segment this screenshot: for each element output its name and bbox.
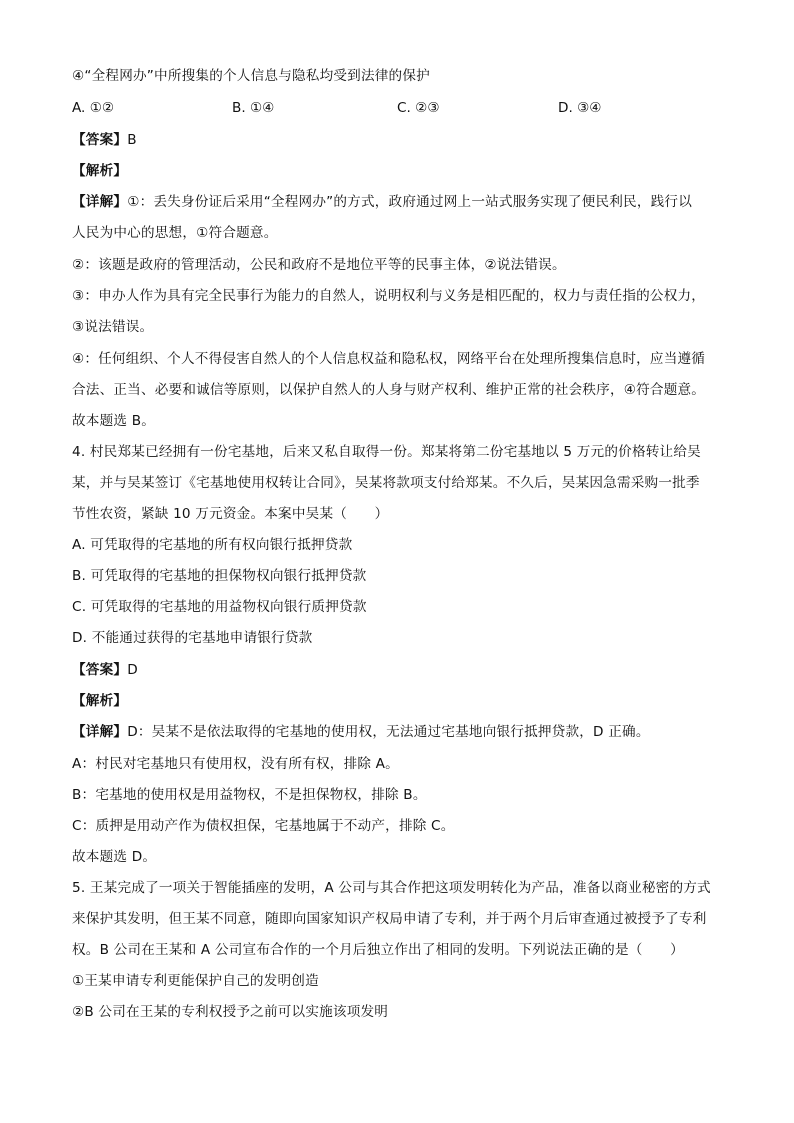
q5-stem-line-2: 来保护其发明，但王某不同意，随即向国家知识产权局申请了专利，并于两个月后审查通过被授予了专利 <box>72 911 707 927</box>
q4-option-b: B. 可凭取得的宅基地的担保物权向银行抵押贷款 <box>72 568 367 584</box>
q3-item-4: ④“全程网办”中所搜集的个人信息与隐私均受到法律的保护 <box>72 68 430 84</box>
detail-label: 【详解】 <box>72 724 128 740</box>
answer-value: D <box>127 662 138 678</box>
q3-answer <box>72 130 722 150</box>
q5-item-2: ②B 公司在王某的专利权授予之前可以实施该项发明 <box>72 1004 389 1020</box>
answer-value: B <box>127 132 137 148</box>
q3-detail-line-3: ②：该题是政府的管理活动，公民和政府不是地位平等的民事主体，②说法错误。 <box>72 257 566 273</box>
q4-detail-line-3: B：宅基地的使用权是用益物权，不是担保物权，排除 B。 <box>72 787 427 803</box>
q3-detail-line-8: 故本题选 B。 <box>72 413 156 429</box>
q3-detail-line-5: ③说法错误。 <box>72 319 154 335</box>
q4-detail-line-2: A：村民对宅基地只有使用权，没有所有权，排除 A。 <box>72 756 399 772</box>
q5-item-1: ①王某申请专利更能保护自己的发明创造 <box>72 973 319 989</box>
q3-detail-line-4: ③：申办人作为具有完全民事行为能力的自然人，说明权利与义务是相匹配的，权力与责任指的公权力， <box>72 288 706 304</box>
q4-option-a: A. 可凭取得的宅基地的所有权向银行抵押贷款 <box>72 537 353 553</box>
q3-analysis-label: 【解析】 <box>72 163 128 179</box>
q3-detail-line-1 <box>72 192 722 212</box>
answer-label: 【答案】 <box>72 132 128 148</box>
q4-stem-line-1: 4. 村民郑某已经拥有一份宅基地，后来又私自取得一份。郑某将第二份宅基地以 5 万元的价格转让给吴 <box>72 444 701 460</box>
q3-option-c: C. ②③ <box>397 100 440 116</box>
q4-detail-line-1 <box>72 722 722 742</box>
q3-detail-line-2: 人民为中心的思想，①符合题意。 <box>72 225 278 241</box>
q5-stem-line-1: 5. 王某完成了一项关于智能插座的发明，A 公司与其合作把这项发明转化为产品，准备以商业秘密的方式 <box>72 880 711 896</box>
answer-label: 【答案】 <box>72 662 128 678</box>
detail-text: ①：丢失身份证后采用“全程网办”的方式，政府通过网上一站式服务实现了便民利民，践行以 <box>127 194 693 210</box>
q3-detail-line-6: ④：任何组织、个人不得侵害自然人的个人信息权益和隐私权，网络平台在处理所搜集信息时，应当遵循 <box>72 351 706 367</box>
q3-option-b: B. ①④ <box>232 100 275 116</box>
q4-detail-line-5: 故本题选 D。 <box>72 849 157 865</box>
q4-option-d: D. 不能通过获得的宅基地申请银行贷款 <box>72 630 313 646</box>
q4-stem-line-2: 某，并与吴某签订《宅基地使用权转让合同》，吴某将款项支付给郑某。不久后，吴某因急需采购一批季 <box>72 475 700 491</box>
q3-option-a: A. ①② <box>72 100 115 116</box>
detail-label: 【详解】 <box>72 194 128 210</box>
q3-option-d: D. ③④ <box>558 100 602 116</box>
q3-detail-line-7: 合法、正当、必要和诚信等原则，以保护自然人的人身与财产权利、维护正常的社会秩序，④符合题意。 <box>72 382 706 398</box>
q4-analysis-label: 【解析】 <box>72 693 128 709</box>
detail-text: D：吴某不是依法取得的宅基地的使用权，无法通过宅基地向银行抵押贷款，D 正确。 <box>127 724 650 740</box>
q4-stem-line-3: 节性农资，紧缺 10 万元资金。本案中吴某（ ） <box>72 506 389 522</box>
q4-answer <box>72 660 722 680</box>
q4-detail-line-4: C：质押是用动产作为债权担保，宅基地属于不动产，排除 C。 <box>72 818 455 834</box>
q4-option-c: C. 可凭取得的宅基地的用益物权向银行质押贷款 <box>72 599 367 615</box>
q5-stem-line-3: 权。B 公司在王某和 A 公司宣布合作的一个月后独立作出了相同的发明。下列说法正确的是（ ） <box>72 942 684 958</box>
